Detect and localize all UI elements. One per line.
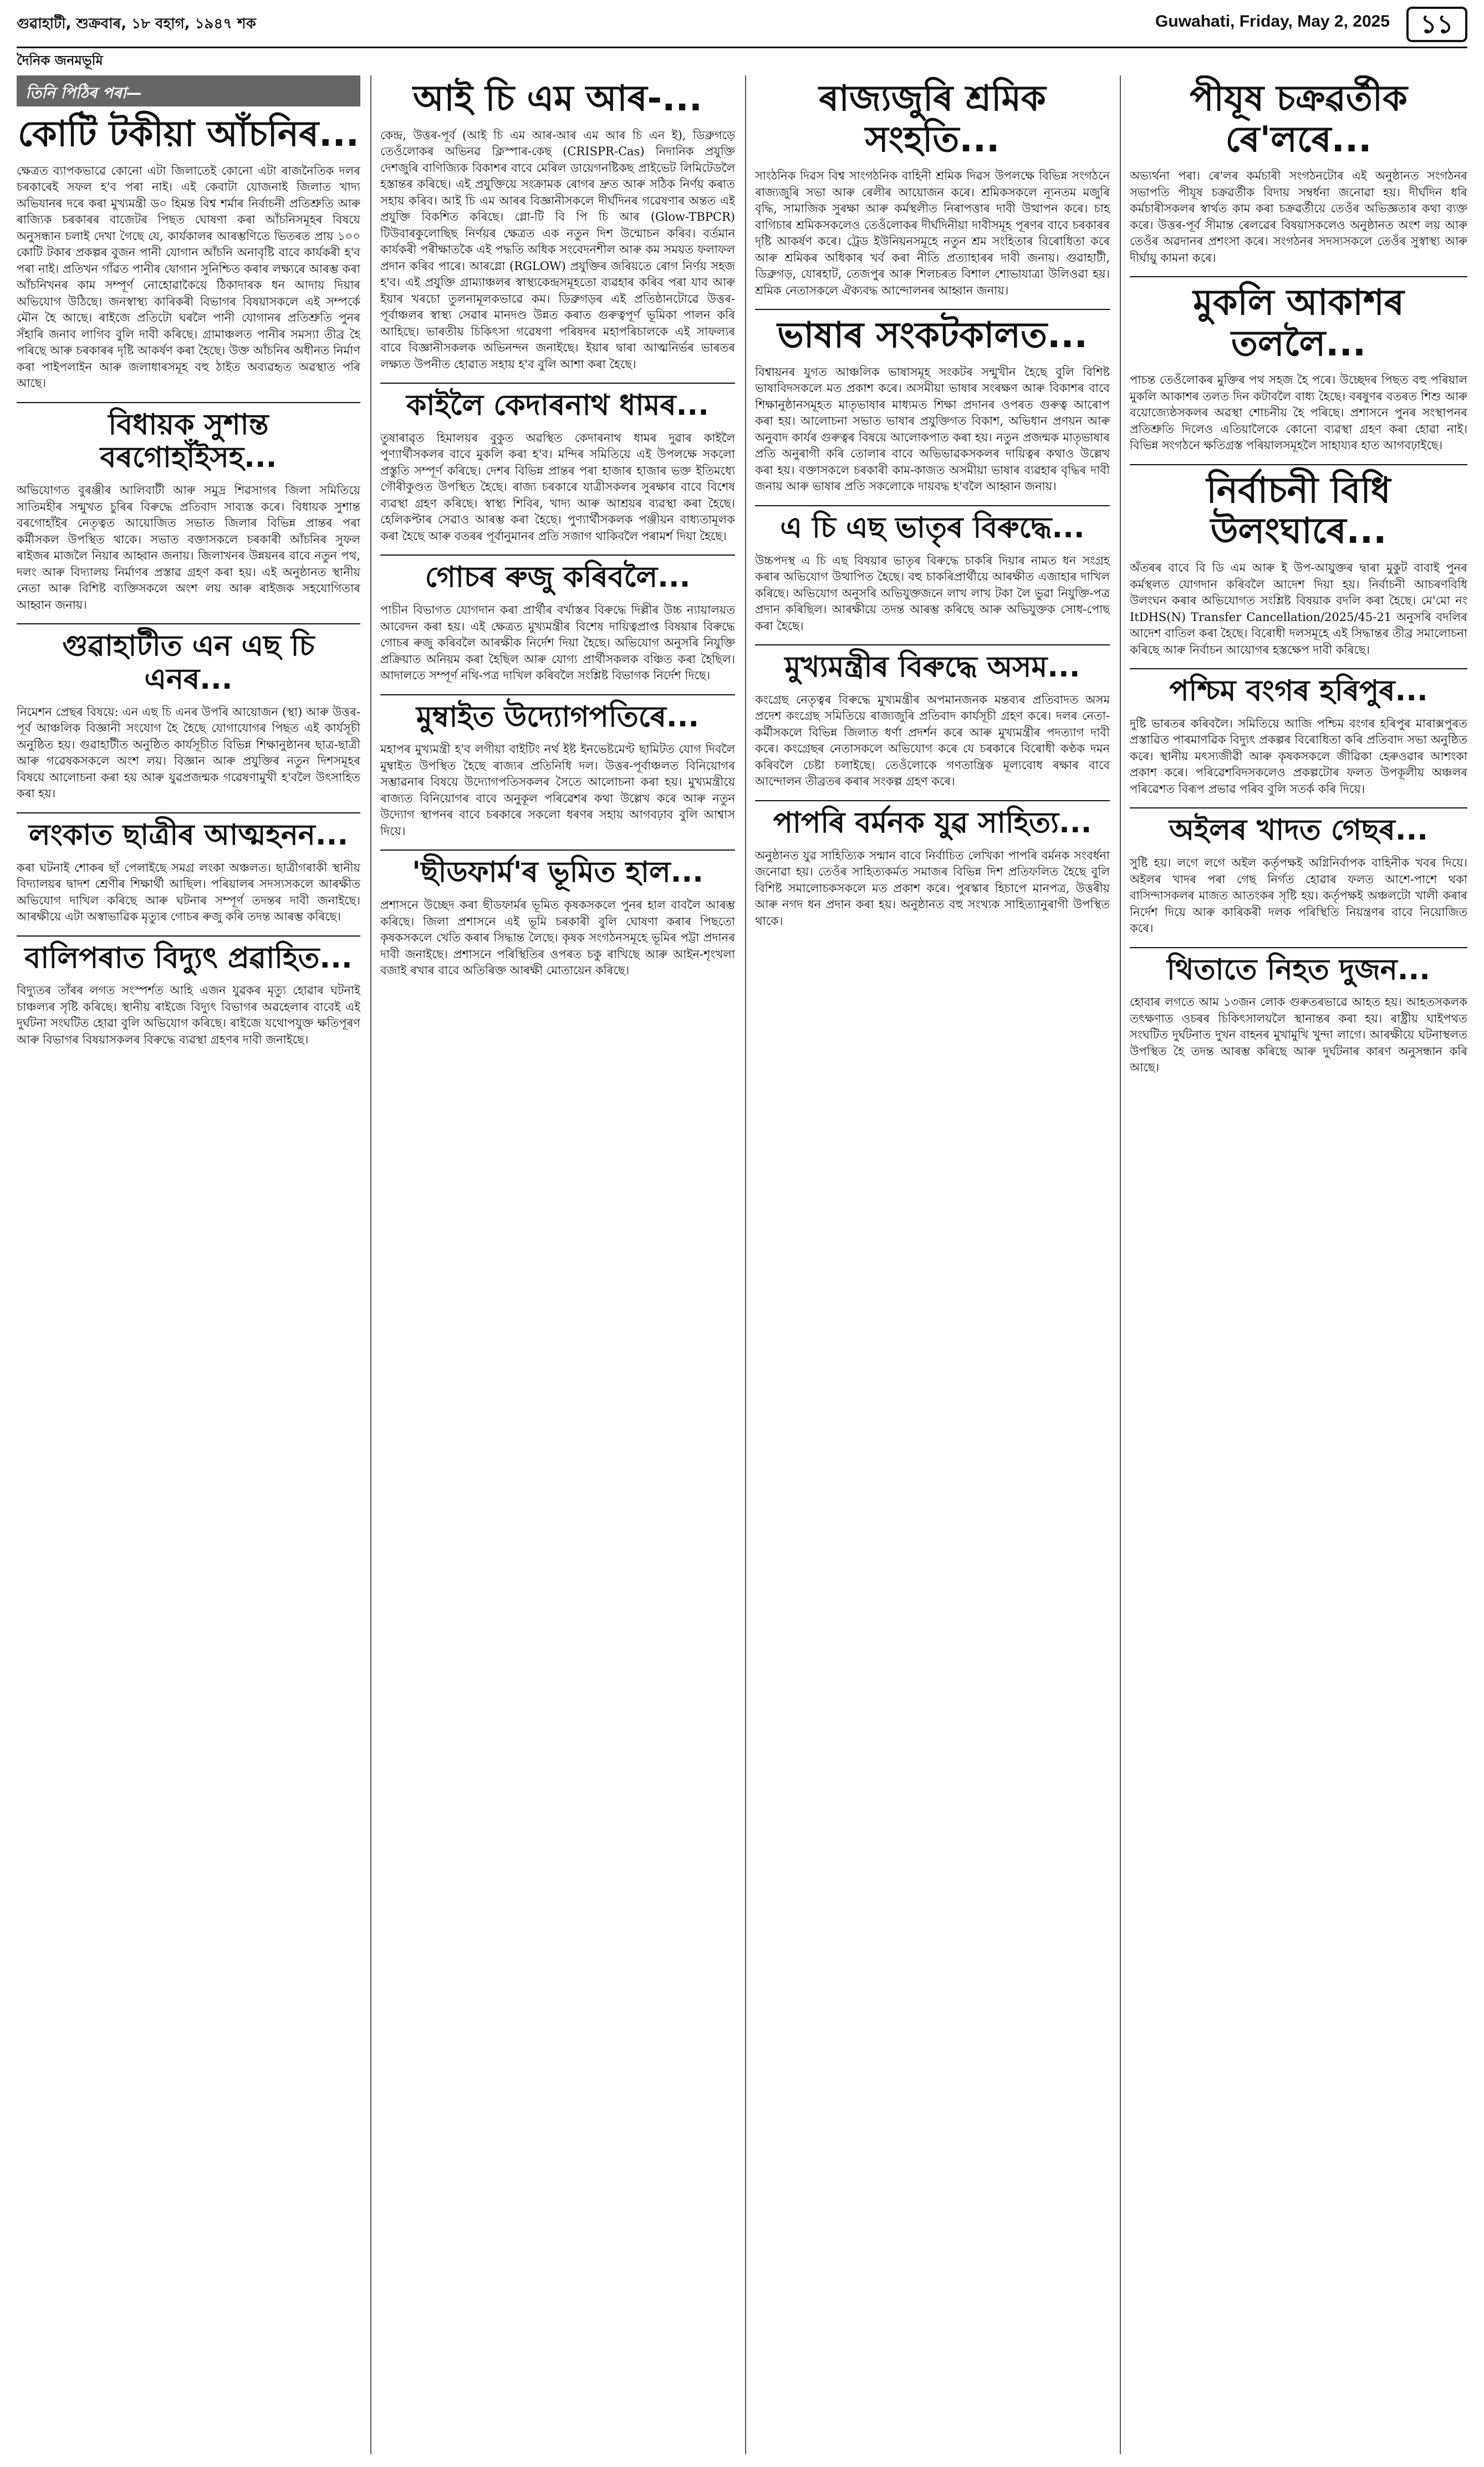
divider (1130, 807, 1467, 808)
divider (17, 623, 360, 624)
headline: গোচৰ ৰুজু কৰিবলৈ... (425, 561, 691, 594)
dateline-english: Guwahati, Friday, May 2, 2025 (1155, 12, 1390, 30)
story-ncn (17, 630, 360, 802)
story-body: ক্ষেত্ৰত ব্যাপকভাৱে কোনো এটা জিলাতেই কোনো এটা ৰাজনৈতিক দলৰ চৰকাৰেই সফল হ'ব পৰা নাই। এই কেবাটা যোজনাই জিলাত খাদ্য অভিযানৰ দৰে কৰা মুখ্যমন্ত্ৰী ড০ হিমন্ত বিশ্ব শৰ্মাৰ নিৰ্বাচনী প্ৰতিশ্ৰুতি আৰু ৰাজ্যিক চৰকাৰৰ বাজেটৰ পিছত ঘোষণা কৰা আঁচনিসমূহৰ বিষয়ে অনুসন্ধান চলাই দেখা গৈছে যে, কাৰ্যকালৰ আৰম্ভণিতে ভিতৰত প্ৰায় ১০০ কোটি টকাৰ প্ৰকল্পৰ বুজন পানী যোগান আঁচনি অনাবৃষ্টি বাবে কাৰ্যকৰী হ'ব পৰা নাই। প্ৰতিখন গাঁৱত পানীৰ যোগান সুনিশ্চিত কৰাৰ লক্ষ্যৰে আৰম্ভ কৰা আঁচনিখনৰ কাম সম্পূৰ্ণ নোহোৱাকৈয়ে ঠিকাদাৰক ধন আদায় দিয়াৰ অভিযোগ উঠিছে। জনস্বাস্থ্য কাৰিকৰী বিভাগৰ বিষয়াসকলে এই সম্পৰ্কে মৌন হৈ আছে। ৰাইজে প্ৰতিটো ঘৰলৈ পানী যোগানৰ প্ৰতিশ্ৰুতি পুনৰ সঁহাৰি জনাব লাগিব বুলি দাবী কৰিছে। গ্ৰামাঞ্চলত পানীৰ সমস্যা তীব্ৰ হৈ পৰিছে আৰু চৰকাৰৰ দৃষ্টি আকৰ্ষণ কৰা হৈছে। উক্ত আঁচনিৰ অধীনত নিৰ্মাণ কৰা পাইপলাইন আৰু জলাধাৰসমূহ বহু ঠাইত অব্যৱহৃত অৱস্থাত পৰি আছে। (17, 164, 360, 390)
column-2 (380, 75, 735, 2454)
story-oil (1130, 814, 1467, 937)
column-4 (1130, 75, 1467, 2454)
story-body: পাচীন বিভাগত যোগদান কৰা প্ৰাৰ্থীৰ বৰ্খাস্তৰ বিৰুদ্ধে দিল্লীৰ উচ্চ ন্যায়ালয়ত আবেদন কৰা হয়। এই ক্ষেত্ৰত মুখ্যমন্ত্ৰীৰ বিশেষ দায়িত্বপ্ৰাপ্ত বিষয়াৰ বিৰুদ্ধে গোচৰ ৰুজু কৰিবলৈ আৰক্ষীক নিৰ্দেশ দিয়া হৈছে। অভিযোগ অনুসৰি নিযুক্তি প্ৰক্ৰিয়াত অনিয়ম কৰা হৈছিল আৰু যোগ্য প্ৰাৰ্থীসকলক বঞ্চিত কৰা হৈছিল। আদালতে সম্পূৰ্ণ নথি-পত্ৰ দাখিল কৰিবলৈ সংশ্লিষ্ট বিভাগক নিৰ্দেশ দিছে। (380, 603, 735, 683)
divider (755, 505, 1110, 506)
paper-brand-bar (17, 47, 1467, 69)
headline: লংকাত ছাত্ৰীৰ আত্মহনন... (28, 818, 349, 852)
story-mukhyamantri (755, 651, 1110, 790)
headline: ৰাজ্যজুৰি শ্ৰমিক সংহতি... (819, 78, 1046, 160)
paper-name: দৈনিক জনমভূমি (17, 53, 103, 68)
story-mukoli (1130, 283, 1467, 454)
column-3 (755, 75, 1110, 2454)
story-koti-tokia (17, 114, 360, 392)
story-papori (755, 807, 1110, 929)
story-acs (755, 512, 1110, 634)
divider (755, 800, 1110, 801)
story-body: কৰা ঘটনাই শোকৰ ছাঁ পেলাইছে সমগ্ৰ লংকা অঞ্চলত। ছাত্ৰীগৰাকী স্থানীয় বিদ্যালয়ৰ দ্বাদশ শ্ৰেণীৰ শিক্ষাৰ্থী আছিল। পৰিয়ালৰ সদস্যসকলে আৰক্ষীত অভিযোগ দাখিল কৰিছে আৰু ঘটনাৰ সম্পূৰ্ণ তদন্তৰ দাবী জনাইছে। আৰক্ষীয়ে এটা অস্বাভাৱিক মৃত্যুৰ গোচৰ ৰুজু কৰি তদন্ত আৰম্ভ কৰিছে। (17, 861, 360, 924)
headline: কাইলৈ কেদাৰনাথ ধামৰ... (406, 389, 709, 423)
story-body: তুষাৰাৱৃত হিমালয়ৰ বুকুত অৱস্থিত কেদাৰনাথ ধামৰ দুৱাৰ কাইলৈ পুণ্যাৰ্থীসকলৰ বাবে মুকলি কৰা হ'ব। মন্দিৰ সমিতিয়ে এই উপলক্ষে সকলো প্ৰস্তুতি সম্পূৰ্ণ কৰিছে। দেশৰ বিভিন্ন প্ৰান্তৰ পৰা হাজাৰ হাজাৰ ভক্ত ইতিমধ্যে গৌৰীকুণ্ডত উপস্থিত হৈছে। ৰাজ্য চৰকাৰে যাত্ৰীসকলৰ সুৰক্ষাৰ বাবে বিশেষ ব্যৱস্থা গ্ৰহণ কৰিছে। স্বাস্থ্য শিবিৰ, খাদ্য আৰু আশ্ৰয়ৰ ব্যৱস্থা কৰা হৈছে। হেলিকপ্টাৰ সেৱাও আৰম্ভ কৰা হৈছে। পুণ্যাৰ্থীসকলক পঞ্জীয়ন বাধ্যতামূলক কৰা হৈছে আৰু বতৰৰ পূৰ্বানুমানৰ প্ৰতি সজাগ থাকিবলৈ পৰামৰ্শ দিয়া হৈছে। (380, 431, 735, 543)
section-tag: তিনি পিঠিৰ পৰা— (17, 75, 360, 106)
story-body: অভ্যৰ্থনা পৰা। ৰে'লৰ কৰ্মচাৰী সংগঠনটোৰ এই অনুষ্ঠানত সংগঠনৰ সভাপতি পীযূষ চক্ৰৱৰ্তীক বিদায় সম্বৰ্ধনা জনোৱা হয়। দীৰ্ঘদিন ধৰি কৰ্মচাৰীসকলৰ স্বাৰ্থত কাম কৰা চক্ৰৱৰ্তীয়ে তেওঁৰ অভিজ্ঞতাৰ কথা ব্যক্ত কৰে। উত্তৰ-পূৰ্ব সীমান্ত ৰেলৱেৰ বিষয়াসকলেও অনুষ্ঠানত অংশ লয় আৰু তেওঁৰ অৱদানৰ প্ৰশংসা কৰে। সংগঠনৰ সদস্যসকলে তেওঁৰ সুস্বাস্থ্য আৰু দীৰ্ঘায়ু কামনা কৰে। (1130, 169, 1467, 264)
story-body: বিদ্যুতৰ তাঁৰৰ লগত সংস্পৰ্শত আহি এজন যুৱকৰ মৃত্যু হোৱাৰ ঘটনাই চাঞ্চল্যৰ সৃষ্টি কৰিছে। স্থানীয় ৰাইজে বিদ্যুৎ বিভাগৰ অৱহেলাৰ বাবেই এই দুৰ্ঘটনা সংঘটিত হোৱা বুলি অভিযোগ কৰিছে। ৰাইজে যথোপযুক্ত ক্ষতিপূৰণ আৰু বিভাগৰ বিষয়াসকলৰ বিৰুদ্ধে ব্যৱস্থা গ্ৰহণৰ দাবী জনাইছে। (17, 984, 360, 1046)
headline: থিতাতে নিহত দুজন... (1166, 953, 1431, 986)
divider (1130, 668, 1467, 669)
page-header (17, 8, 1467, 47)
headline: গুৱাহাটীত এন এছ চি এনৰ... (62, 629, 315, 696)
headline: ভাষাৰ সংকটকালত... (777, 315, 1088, 357)
headline: মুখ্যমন্ত্ৰীৰ বিৰুদ্ধে অসম... (784, 650, 1080, 684)
story-mumbai (380, 701, 735, 840)
story-lanka (17, 819, 360, 925)
story-body: প্ৰশাসনে উচ্ছেদ কৰা ছীডফাৰ্মৰ ভূমিত কৃষকসকলে পুনৰ হাল বাবলৈ আৰম্ভ কৰিছে। জিলা প্ৰশাসনে এই ভূমি চৰকাৰী বুলি ঘোষণা কৰাৰ পিছতো কৃষকসকলে খেতি কৰাৰ সিদ্ধান্ত লৈছে। কৃষক সংগঠনসমূহে ভূমিৰ পট্টা প্ৰদানৰ দাবী জনাইছে। প্ৰশাসনে পৰিস্থিতিৰ ওপৰত চকু ৰাখিছে আৰু আইন-শৃংখলা বজাই ৰখাৰ বাবে অতিৰিক্ত আৰক্ষী মোতায়েন কৰিছে। (380, 898, 735, 978)
story-seedfarm (380, 856, 735, 979)
column-1 (17, 75, 360, 2454)
story-body: অঁতৰৰ বাবে বি ডি এম আৰু ই উপ-আয়ুক্তৰ দ্বাৰা মুকুট বাবাই পুনৰ কৰ্মস্থলত যোগদান কৰিবলৈ আদেশ দিয়া হয়। নিৰ্বাচনী আচৰণবিধি উলংঘন কৰাৰ অভিযোগত সংশ্লিষ্ট বিষয়াক বদলি কৰা হৈছে। মে'মো নং ItDHS(N) Transfer Cancellation/2025/45-21 অনুসৰি বদলিৰ আদেশ বাতিল কৰা হৈছে। বিৰোধী দলসমূহে এই সিদ্ধান্তৰ তীব্ৰ সমালোচনা কৰিছে আৰু নিৰ্বাচন আয়োগৰ হস্তক্ষেপ দাবী কৰিছে। (1130, 561, 1467, 657)
divider (1130, 276, 1467, 277)
divider (380, 555, 735, 556)
column-divider (1120, 75, 1121, 2454)
divider (755, 309, 1110, 310)
divider (17, 812, 360, 813)
story-nihoto (1130, 954, 1467, 1076)
story-bhasha (755, 316, 1110, 495)
headline: নিৰ্বাচনী বিধি উলংঘাৰে... (1206, 470, 1391, 552)
story-kedarnath (380, 389, 735, 545)
divider (380, 694, 735, 695)
story-body: বিশ্বায়নৰ যুগত আঞ্চলিক ভাষাসমূহ সংকটৰ সন্মুখীন হৈছে বুলি বিশিষ্ট ভাষাবিদসকলে মত প্ৰকাশ কৰে। অসমীয়া ভাষাৰ সংৰক্ষণ আৰু বিকাশৰ বাবে শিক্ষানুষ্ঠানসমূহত মাতৃভাষাৰ মাধ্যমত শিক্ষা প্ৰদানৰ ওপৰত গুৰুত্ব আৰোপ কৰা হয়। আলোচনা সভাত ভাষাৰ প্ৰযুক্তিগত বিকাশ, অভিধান প্ৰণয়ন আৰু অনুবাদ কাৰ্যৰ গুৰুত্বৰ বিষয়ে আলোকপাত কৰা হয়। নতুন প্ৰজন্মক মাতৃভাষাৰ প্ৰতি অনুৰাগী কৰি তোলাৰ বাবে অভিভাৱকসকলৰ দায়িত্বৰ কথাও উল্লেখ কৰা হয়। বক্তাসকলে চৰকাৰী কাম-কাজত অসমীয়া ভাষাৰ ব্যৱহাৰ বৃদ্ধিৰ দাবী জনায় আৰু ভাষাৰ প্ৰতি সকলোকে দায়বদ্ধ হ'বলৈ আহ্বান জনায়। (755, 365, 1110, 494)
column-divider (370, 75, 371, 2454)
story-nirbachoni (1130, 471, 1467, 658)
divider (380, 383, 735, 384)
column-divider (745, 75, 746, 2454)
story-shramik (755, 79, 1110, 299)
story-icmr (380, 79, 735, 373)
headline: মুকলি আকাশৰ তললৈ... (1193, 282, 1404, 364)
headline: বালিপৰাত বিদ্যুৎ প্ৰৱাহিত... (24, 941, 353, 975)
headline: 'ছীডফাৰ্ম'ৰ ভূমিত হাল... (412, 856, 703, 889)
headline: পাপৰি বৰ্মনক যুৱ সাহিত্য... (773, 806, 1092, 840)
headline: আই চি এম আৰ-... (412, 78, 703, 119)
story-haripur (1130, 675, 1467, 797)
headline: বিধায়ক সুশান্ত বৰগোহাঁইসহ... (100, 408, 277, 475)
story-body: উচ্চপদস্থ এ চি এছ বিষয়াৰ ভাতৃৰ বিৰুদ্ধে চাকৰি দিয়াৰ নামত ধন সংগ্ৰহ কৰাৰ অভিযোগ উত্থাপিত হৈছে। বহু চাকৰিপ্ৰাৰ্থীয়ে আৰক্ষীত এজাহাৰ দাখিল কৰিছে। অভিযোগ অনুসৰি অভিযুক্তজনে লাখ লাখ টকা লৈ ভুৱা নিযুক্তি-পত্ৰ প্ৰদান কৰিছিল। আৰক্ষীয়ে তদন্ত আৰম্ভ কৰিছে আৰু অভিযুক্তক সোধ-পোছ কৰা হৈছে। (755, 553, 1110, 633)
divider (1130, 464, 1467, 465)
headline: কোটি টকীয়া আঁচনিৰ... (18, 114, 359, 155)
story-bidhayak (17, 409, 360, 614)
story-body: হোবাৰ লগতে আম ১৩জন লোক গুৰুতৰভাৱে আহত হয়। আহতসকলক তৎক্ষণাত ওচৰৰ চিকিৎসালয়লৈ স্থানান্তৰ কৰা হয়। ৰাষ্ট্ৰীয় ঘাইপথত সংঘটিত দুৰ্ঘটনাত দুখন বাহনৰ মুখামুখি খুন্দা লাগে। আৰক্ষীয়ে ঘটনাস্থলত উপস্থিত হৈ তদন্ত আৰম্ভ কৰিছে আৰু দুৰ্ঘটনাৰ কাৰণ অনুসন্ধান কৰি আছে। (1130, 995, 1467, 1075)
story-body: কেন্দ্ৰ, উত্তৰ-পূৰ্ব (আই চি এম আৰ-আৰ এম আৰ চি এন ই), ডিব্ৰুগড়ে তেওঁলোকৰ অভিনৱ ক্লিস্পাৰ-কেছ (CRISPR-Cas) নিদানিক প্ৰযুক্তি দেশজুৰি বাণিজ্যিক বিকাশৰ বাবে মেৰিল ডায়েগনষ্টিকছ প্ৰাইভেট লিমিটেডলৈ হস্তান্তৰ কৰিছে। এই প্ৰযুক্তিয়ে সংক্ৰামক ৰোগৰ দ্ৰুত আৰু সঠিক নিৰ্ণয় কৰাত সহায় কৰিব। আই চি এম আৰৰ বিজ্ঞানীসকলে দীৰ্ঘদিনৰ গৱেষণাৰ অন্তত এই প্ৰযুক্তি বিকশিত কৰিছে। গ্লো-টি বি পি চি আৰ (Glow-TBPCR) টিউবাৰকুলোছিছ নিৰ্ণয়ৰ ক্ষেত্ৰত এক নতুন দিশ উন্মোচন কৰিব। বৰ্তমান কাৰ্যকৰী পৰীক্ষাতকৈ এই পদ্ধতি অধিক সংবেদনশীল আৰু কম সময়ত ফলাফল প্ৰদান কৰিব পাৰে। আৰগ্লো (RGLOW) প্ৰযুক্তিৰ জৰিয়তে ৰোগ নিৰ্ণয় সহজ হ'ব। এই প্ৰযুক্তি গ্ৰাম্যাঞ্চলৰ স্বাস্থ্যকেন্দ্ৰসমূহতো ব্যৱহাৰ কৰিব পৰা যাব আৰু ইয়াৰ খৰচো তুলনামূলকভাৱে কম। ডিব্ৰুগড়ৰ এই প্ৰতিষ্ঠানটোৱে উত্তৰ-পূৰ্বাঞ্চলৰ স্বাস্থ্য সেৱাৰ মানদণ্ড উন্নত কৰাত গুৰুত্বপূৰ্ণ ভূমিকা পালন কৰি আহিছে। ভাৰতীয় চিকিৎসা গৱেষণা পৰিষদৰ মহাপৰিচালকে এই সাফল্যৰ বাবে বিজ্ঞানীসকলক অভিনন্দন জনাইছে। ইয়াৰ দ্বাৰা আত্মনিৰ্ভৰ ভাৰতৰ লক্ষ্যত উপনীত হোৱাত সহায় হ'ব বুলি আশা কৰা হৈছে। (380, 128, 735, 371)
divider (17, 402, 360, 403)
divider (380, 850, 735, 851)
headline: পশ্চিম বংগৰ হৰিপুৰ... (1169, 674, 1428, 708)
story-body: অনুষ্ঠানত যুৱ সাহিত্যিক সন্মান বাবে নিৰ্বাচিত লেখিকা পাপৰি বৰ্মনক সংবৰ্ধনা জনোৱা হয়। তেওঁৰ সাহিত্যকৰ্মত সমাজৰ বিভিন্ন দিশ প্ৰতিফলিত হৈছে বুলি বিশিষ্ট সমালোচকসকলে মত প্ৰকাশ কৰে। পুৰস্কাৰ হিচাপে মানপত্ৰ, উত্তৰীয় আৰু নগদ ধন প্ৰদান কৰা হয়। অনুষ্ঠানত বহু সংখ্যক সাহিত্যানুৰাগী উপস্থিত থাকে। (755, 848, 1110, 928)
story-body: অভিযোগত বুৰঞ্জীৰ আলিবাটী আৰু সমুদ্ৰ শিৱসাগৰ জিলা সমিতিয়ে সাতিমহীৰ সন্মুখত চুৰিৰ বিৰুদ্ধে প্ৰতিবাদ সাব্যস্ত কৰে। বিধায়ক সুশান্ত বৰগোহাঁইৰ নেতৃত্বত আয়োজিত সভাত জিলাৰ বিভিন্ন প্ৰান্তৰ পৰা কৰ্মীসকল উপস্থিত থাকে। সভাত বক্তাসকলে চৰকাৰী আঁচনিৰ সুফল ৰাইজৰ মাজলৈ নিয়াৰ আহ্বান জনায়। জিলাখনৰ উন্নয়নৰ বাবে নতুন পথ, দলং আৰু বিদ্যালয় নিৰ্মাণৰ প্ৰস্তাৱ গ্ৰহণ কৰা হয়। এই অনুষ্ঠানত স্থানীয় নেতা আৰু বিশিষ্ট ব্যক্তিসকলে অংশ লয় আৰু ৰাইজক সহযোগিতাৰ আহ্বান জনায়। (17, 484, 360, 612)
story-body: মহাপৰ মুখ্যমন্ত্ৰী হ'ব লগীয়া বাইটিং নৰ্থ ইষ্ট ইনভেষ্টমেণ্ট ছামিটত যোগ দিবলৈ মুম্বাইত উপস্থিত হৈছে ৰাজ্যৰ প্ৰতিনিধি দল। উত্তৰ-পূৰ্বাঞ্চলত বিনিয়োগৰ সম্ভাৱনাৰ বিষয়ে উদ্যোগপতিসকলৰ সৈতে আলোচনা কৰা হয়। মুখ্যমন্ত্ৰীয়ে ৰাজ্যত বিনিয়োগৰ বাবে অনুকূল পৰিৱেশৰ কথা উল্লেখ কৰে আৰু নতুন উদ্যোগ স্থাপনৰ বাবে চৰকাৰে সকলো ধৰণৰ সহায় আগবঢ়াব বুলি আশ্বাস দিয়ে। (380, 742, 735, 838)
headline: এ চি এছ ভাতৃৰ বিৰুদ্ধে... (780, 511, 1085, 545)
story-piyush (1130, 79, 1467, 266)
dateline-assamese: গুৱাহাটী, শুক্ৰবাৰ, ১৮ বহাগ, ১৯৪৭ শক (17, 16, 256, 32)
page-number: ১১ (1406, 7, 1467, 42)
story-body: নিমেশন প্ৰেছৰ বিষয়ে: এন এছ চি এনৰ উপৰি আয়োজন (স্থা) আৰু উত্তৰ-পূৰ্ব আঞ্চলিক বিজ্ঞানী সংযোগ হৈ হৈছে যোগাযোগৰ পিছত এই কাৰ্যসূচী অনুষ্ঠিত হয়। গুৱাহাটীত অনুষ্ঠিত কাৰ্যসূচীত বিভিন্ন শিক্ষানুষ্ঠানৰ ছাত্ৰ-ছাত্ৰী আৰু গৱেষকসকলে অংশ লয়। বিজ্ঞান আৰু প্ৰযুক্তিৰ নতুন দিশসমূহৰ বিষয়ে আলোচনা কৰা হয় আৰু যুৱপ্ৰজন্মক গৱেষণামুখী হ'বলৈ উৎসাহিত কৰা হয়। (17, 705, 360, 801)
divider (1130, 947, 1467, 948)
story-body: কংগ্ৰেছ নেতৃত্বৰ বিৰুদ্ধে মুখ্যমন্ত্ৰীৰ অপমানজনক মন্তব্যৰ প্ৰতিবাদত অসম প্ৰদেশ কংগ্ৰেছ সমিতিয়ে ৰাজ্যজুৰি প্ৰতিবাদ কাৰ্যসূচী গ্ৰহণ কৰে। দলৰ নেতা-কৰ্মীসকলে বিভিন্ন জিলাত ধৰ্ণা প্ৰদৰ্শন কৰে আৰু মুখ্যমন্ত্ৰীৰ পদত্যাগ দাবী কৰে। কংগ্ৰেছৰ নেতাসকলে অভিযোগ কৰে যে চৰকাৰে বিৰোধী কণ্ঠক দমন কৰিবলৈ চেষ্টা চলাইছে। তেওঁলোকে গণতান্ত্ৰিক মূল্যবোধ ৰক্ষাৰ বাবে আন্দোলন তীব্ৰতৰ কৰাৰ সংকল্প গ্ৰহণ কৰে। (755, 693, 1110, 789)
headline: মুম্বাইত উদ্যোগপতিৰে... (416, 700, 700, 734)
story-gochor (380, 561, 735, 684)
story-body: দুষ্টি ভাৰতৰ কৰিবলৈ। সমিতিয়ে আজি পশ্চিম বংগৰ হৰিপুৰ মাৰাক্সপুৰত প্ৰস্তাৱিত পাৰমাণৱিক বিদ্যুৎ প্ৰকল্পৰ বিৰোধিতা কৰি প্ৰতিবাদ সভা অনুষ্ঠিত কৰে। স্থানীয় মৎস্যজীৱী আৰু কৃষকসকলে জীৱিকা হেৰুওৱাৰ আশংকা প্ৰকাশ কৰে। পৰিৱেশবিদসকলেও প্ৰকল্পটোৰ ফলত উপকূলীয় অঞ্চলৰ পৰিৱেশত বিৰূপ প্ৰভাৱ পৰিব বুলি সতৰ্ক কৰি দিয়ে। (1130, 716, 1467, 796)
story-body: সুষ্টি হয়। লগে লগে অইল কৰ্তৃপক্ষই অগ্নিনিৰ্বাপক বাহিনীক খবৰ দিয়ে। অইলৰ খাদৰ পৰা গেছ নিৰ্গত হোৱাৰ ফলত আশে-পাশে থকা বাসিন্দাসকলৰ মাজত আতংকৰ সৃষ্টি হয়। কৰ্তৃপক্ষই অঞ্চলটো খালী কৰাৰ নিৰ্দেশ দিয়ে আৰু কাৰিকৰী দলক পৰিস্থিতি নিয়ন্ত্ৰণৰ বাবে নিয়োজিত কৰে। (1130, 856, 1467, 935)
divider (755, 644, 1110, 645)
headline: অইলৰ খাদত গেছৰ... (1169, 813, 1429, 847)
story-body: সাংঠনিক দিৱস বিশ্ব সাংগঠনিক বাহিনী শ্ৰমিক দিৱস উপলক্ষে বিভিন্ন সংগঠনে ৰাজ্যজুৰি সভা আৰু ৰেলীৰ আয়োজন কৰে। শ্ৰমিকসকলে ন্যূনতম মজুৰি বৃদ্ধি, সামাজিক সুৰক্ষা আৰু কৰ্মস্থলীত নিৰাপত্তাৰ দাবী উত্থাপন কৰে। চাহ বাগিচাৰ শ্ৰমিকসকলেও তেওঁলোকৰ দীৰ্ঘদিনীয়া দাবীসমূহ পূৰণৰ বাবে চৰকাৰৰ দৃষ্টি আকৰ্ষণ কৰে। ট্ৰেড ইউনিয়নসমূহে নতুন শ্ৰম সংহিতাৰ বিৰোধিতা কৰে আৰু শ্ৰমিকৰ অধিকাৰ খৰ্ব কৰা নীতি প্ৰত্যাহাৰৰ দাবী জনায়। গুৱাহাটী, ডিব্ৰুগড়, যোৰহাট, তেজপুৰ আৰু শিলচৰত বিশাল শোভাযাত্ৰা উলিওৱা হয়। শ্ৰমিক নেতাসকলে ঐক্যবদ্ধ আন্দোলনৰ আহ্বান জনায়। (755, 169, 1110, 297)
divider (17, 935, 360, 937)
story-baliparat (17, 942, 360, 1049)
headline: পীযূষ চক্ৰৱৰ্তীক ৰে'লৰে... (1190, 78, 1407, 160)
story-body: পাচন্ত তেওঁলোকৰ মুক্তিৰ পথ সহজ হৈ পৰে। উচ্ছেদৰ পিছত বহু পৰিয়াল মুকলি আকাশৰ তলত দিন কটাবলৈ বাধ্য হৈছে। বৰষুণৰ বতৰত শিশু আৰু বয়োজ্যেষ্ঠসকলৰ অৱস্থা শোচনীয় হৈ পৰিছে। প্ৰশাসনে পুনৰ সংস্থাপনৰ প্ৰতিশ্ৰুতি দিলেও এতিয়ালৈকে কোনো ব্যৱস্থা গ্ৰহণ কৰা হোৱা নাই। বিভিন্ন সংগঠনে ক্ষতিগ্ৰস্ত পৰিয়ালসমূহলৈ সাহায্যৰ হাত আগবঢ়াইছে। (1130, 373, 1467, 452)
